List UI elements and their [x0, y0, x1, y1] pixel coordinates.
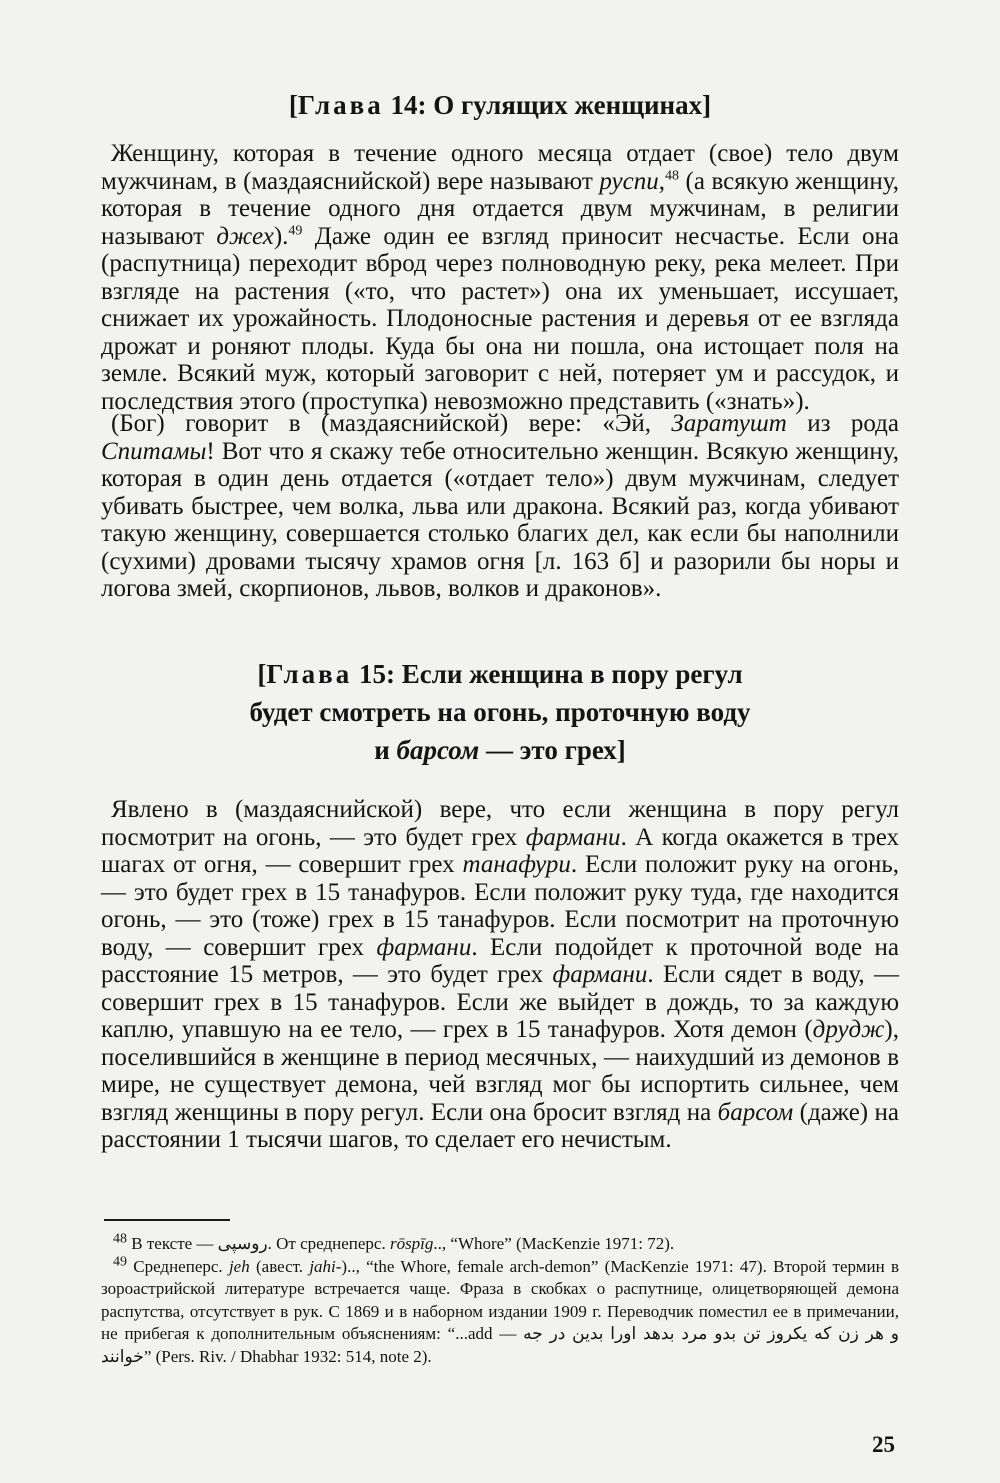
footnotes: [101, 1233, 899, 1368]
footnote-ref-49: 49: [288, 223, 303, 239]
footnote-48: $^{48}$ В тексте — روسپی. От среднеперс. rōspīg.., “Whore” (MacKenzie 1971: 72).: [113, 1231, 675, 1253]
persian-quote: و هر زن که یکروز تن بدو مرد بدهد اورا بدین در جه خوانند: [101, 1324, 899, 1366]
term-barsom: барсом: [396, 735, 480, 765]
arabic-script: روسپی: [217, 1234, 268, 1253]
term-jeh: джех: [216, 222, 274, 250]
chapter-15-paragraph: Явлено в (маздаяснийской) вере, что если женщина в пору регул посмотрит на огонь, — это будет грех фармани. А когда окажется в трех шагах от огня, — совершит грех танафури. Если положит руку на огонь, — это будет грех в 15 танафуров. Если положит руку туда, где находится огонь, — это (тоже) грех в 15 танафуров. Если посмотрит на проточную воду, — совершит грех фармани. Если подойдет к проточной воде на расстояние 15 метров, — это будет грех фармани. Если сядет в воду, — совершит грех в 15 танафуров. Если же выйдет в дождь, то за каждую каплю, упавшую на ее тело, — грех в 15 танафуров. Хотя демон (друдж), поселившийся в женщине в период месячных, — наихудший из демонов в мире, не существует демона, чей взгляд мог бы испортить сильнее, чем взгляд женщины в пору регул. Если она бросит взгляд на барсом (даже) на расстоянии 1 тысячи шагов, то сделает его нечистым.: [101, 796, 900, 1153]
footnote-49: $^{49}$ Среднеперс. jeh (авест. jahi-).., “the Whore, female arch-demon” (MacKenzie 1971: 47). Второй термин в зороастрийской литературе встречается чаще. Фраза в скобках о распутнице, олицетворяющей демона распутства, отсутствует в рук. С 1869 и в наборном издании 1909 г. Переводчик поместил ее в примечании, не прибегая к дополнительным объяснениям: “...add — و هر زن که یکروز تن بدو مرد بدهد اورا بدین در جه خوانند” (Pers. Riv. / Dhabhar 1932: 514, note 2).: [101, 1253, 899, 1366]
chapter-14-paragraph-1: Женщину, которая в течение одного месяца отдает (свое) тело двум мужчинам, в (маздаяснийской) вере называют руспи,$^{48}$ (а всякую женщину, которая в течение одного дня отдается двум мужчинам, в религии называют джех).$^{49}$ Даже один ее взгляд приносит несчастье. Если она (распутница) переходит вброд через полноводную реку, река мелеет. При взгляде на растения («то, что растет») она их уменьшает, иссушает, снижает их урожайность. Плодоносные растения и деревья от ее взгляда дрожат и роняют плоды. Куда бы она ни пошла, она истощает поля на земле. Всякий муж, который заговорит с ней, потеряет ум и рассудок, и последствия этого (проступка) невозможно представить («знать»).: [101, 140, 899, 415]
chapter-14-heading: [Глава 14: О гулящих женщинах]: [288, 90, 712, 120]
chapter-14-paragraph-2: (Бог) говорит в (маздаяснийской) вере: «Эй, Заратушт из рода Спитамы! Вот что я скажу тебе относительно женщин. Всякую женщину, которая в один день отдается («отдает тело») двум мужчинам, следует убивать быстрее, чем волка, льва или дракона. Всякий раз, когда убивают такую женщину, совершается столько благих дел, как если бы наполнили (сухими) дровами тысячу храмов огня [л. 163 б] и разорили бы норы и логова змей, скорпионов, львов, волков и драконов».: [101, 410, 899, 602]
page-number: 25: [872, 1432, 895, 1457]
chapter-14-title: 14: О гулящих женщинах]: [390, 90, 712, 120]
name-spitama: Спитамы: [101, 437, 207, 465]
term-ruspi: руспи: [599, 167, 659, 195]
chapter-15-heading: [Глава 15: Если женщина в пору регул будет смотреть на огонь, проточную воду и барсом — это грех]: [249, 659, 751, 765]
name-zaratusht: Заратушт: [671, 410, 787, 437]
chapter-14-prefix: Глава: [297, 90, 384, 120]
footnote-ref-48: 48: [664, 168, 679, 184]
chapter-15-prefix: Глава: [266, 659, 353, 689]
footnote-divider: [104, 1219, 230, 1221]
